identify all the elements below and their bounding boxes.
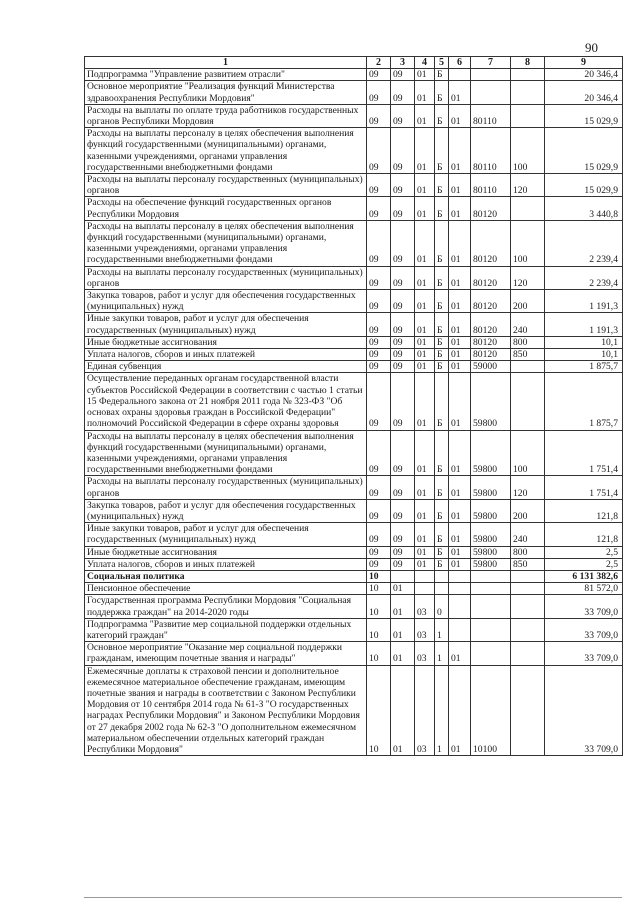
row-code: 01: [415, 174, 435, 197]
row-code: 1: [435, 665, 449, 756]
row-name: Расходы на выплаты по оплате труда работников государственных органов Республики Мордовия: [85, 104, 367, 127]
row-code: 1: [435, 642, 449, 665]
row-code: 09: [391, 336, 415, 348]
row-code: 01: [449, 266, 471, 289]
row-amount: 121,8: [545, 499, 623, 522]
row-code: 01: [449, 104, 471, 127]
row-code: Б: [435, 266, 449, 289]
table-row: [85, 499, 623, 522]
row-amount: 1 751,4: [545, 430, 623, 476]
row-code: 03: [415, 595, 435, 618]
row-amount: 1 191,3: [545, 290, 623, 313]
row-name: Расходы на выплаты персоналу государственных (муниципальных) органов: [85, 174, 367, 197]
row-code: [449, 69, 471, 81]
row-code: 10: [367, 583, 391, 595]
row-code: Б: [435, 546, 449, 558]
row-code: 01: [415, 430, 435, 476]
row-code: 01: [415, 220, 435, 266]
row-amount: 10,1: [545, 336, 623, 348]
row-amount: 15 029,9: [545, 104, 623, 127]
row-code: 01: [449, 174, 471, 197]
row-amount: 121,8: [545, 523, 623, 546]
column-header: 8: [511, 57, 545, 69]
row-code: 01: [415, 349, 435, 361]
row-code: [471, 81, 511, 104]
table-row: [85, 174, 623, 197]
row-code: 10: [367, 642, 391, 665]
row-code: 01: [415, 336, 435, 348]
row-name: Расходы на выплаты персоналу государственных (муниципальных) органов: [85, 476, 367, 499]
table-row: [85, 290, 623, 313]
row-amount: 1 875,7: [545, 361, 623, 373]
row-code: 01: [449, 523, 471, 546]
row-code: Б: [435, 197, 449, 220]
row-code: 59800: [471, 476, 511, 499]
row-code: 01: [449, 361, 471, 373]
row-code: 01: [449, 373, 471, 430]
row-code: 01: [415, 197, 435, 220]
row-code: 59800: [471, 499, 511, 522]
row-code: Б: [435, 430, 449, 476]
row-code: 09: [367, 349, 391, 361]
row-code: 59800: [471, 523, 511, 546]
row-code: 01: [449, 197, 471, 220]
row-code: 01: [415, 313, 435, 336]
row-code: 01: [449, 430, 471, 476]
row-name: Единая субвенция: [85, 361, 367, 373]
row-name: Пенсионное обеспечение: [85, 583, 367, 595]
row-code: 01: [415, 128, 435, 174]
row-amount: 1 191,3: [545, 313, 623, 336]
row-code: 240: [511, 313, 545, 336]
row-code: 09: [391, 81, 415, 104]
row-code: 01: [415, 290, 435, 313]
row-code: 09: [367, 499, 391, 522]
row-code: 01: [415, 266, 435, 289]
table-row: [85, 220, 623, 266]
row-code: 09: [391, 290, 415, 313]
table-row: [85, 546, 623, 558]
column-header: 2: [367, 57, 391, 69]
row-code: 01: [415, 499, 435, 522]
row-code: 09: [391, 104, 415, 127]
row-code: 09: [367, 546, 391, 558]
row-code: 80110: [471, 128, 511, 174]
row-code: 850: [511, 558, 545, 570]
row-code: 03: [415, 618, 435, 641]
row-code: 01: [415, 69, 435, 81]
row-code: 100: [511, 220, 545, 266]
row-code: 10100: [471, 665, 511, 756]
row-code: 09: [367, 373, 391, 430]
row-amount: 1 875,7: [545, 373, 623, 430]
row-name: Подпрограмма "Развитие мер социальной поддержки отдельных категорий граждан": [85, 618, 367, 641]
row-code: [511, 197, 545, 220]
row-code: 01: [391, 642, 415, 665]
row-code: Б: [435, 499, 449, 522]
row-code: 09: [391, 546, 415, 558]
table-row: [85, 336, 623, 348]
row-code: 09: [367, 476, 391, 499]
row-code: 10: [367, 618, 391, 641]
row-code: 240: [511, 523, 545, 546]
page-number: 90: [585, 40, 598, 55]
row-amount: 33 709,0: [545, 642, 623, 665]
row-code: 80110: [471, 174, 511, 197]
row-name: Иные закупки товаров, работ и услуг для обеспечения государственных (муниципальных) нужд: [85, 313, 367, 336]
row-code: [511, 570, 545, 582]
table-row: [85, 69, 623, 81]
row-code: 100: [511, 128, 545, 174]
row-code: 03: [415, 642, 435, 665]
page-bottom-rule: [84, 897, 622, 898]
row-code: Б: [435, 220, 449, 266]
row-code: 09: [391, 174, 415, 197]
row-code: [435, 583, 449, 595]
table-row: [85, 583, 623, 595]
row-code: 09: [391, 69, 415, 81]
row-code: 09: [367, 220, 391, 266]
row-code: 09: [367, 128, 391, 174]
row-code: [435, 570, 449, 582]
column-header: 9: [545, 57, 623, 69]
table-row: [85, 476, 623, 499]
row-code: 01: [449, 665, 471, 756]
row-amount: 6 131 382,6: [545, 570, 623, 582]
row-code: [471, 642, 511, 665]
row-name: Подпрограмма "Управление развитием отрасли": [85, 69, 367, 81]
row-code: 01: [415, 104, 435, 127]
row-amount: 33 709,0: [545, 665, 623, 756]
row-code: [511, 81, 545, 104]
row-code: Б: [435, 558, 449, 570]
table-row: [85, 266, 623, 289]
row-code: [511, 595, 545, 618]
row-code: 01: [415, 361, 435, 373]
table-row: [85, 430, 623, 476]
column-header: 6: [449, 57, 471, 69]
row-code: Б: [435, 69, 449, 81]
row-code: 80120: [471, 313, 511, 336]
column-header: 1: [85, 57, 367, 69]
row-code: 01: [449, 128, 471, 174]
table-row: [85, 373, 623, 430]
row-name: Осуществление переданных органам государственной власти субъектов Российской Федерации в соответствии с частью 1 статьи 15 Федерального закона от 21 ноября 2011 года № 323-ФЗ "Об основах охраны здоровья граждан в Российской Федерации" полномочий Российской Федерации в сфере охраны здоровья: [85, 373, 367, 430]
row-code: 09: [367, 266, 391, 289]
row-code: Б: [435, 336, 449, 348]
table-row: [85, 523, 623, 546]
row-code: 10: [367, 595, 391, 618]
row-code: 09: [391, 430, 415, 476]
row-name: Расходы на обеспечение функций государственных органов Республики Мордовия: [85, 197, 367, 220]
row-code: 09: [391, 266, 415, 289]
row-code: [449, 583, 471, 595]
table-header-row: [85, 57, 623, 69]
row-code: Б: [435, 523, 449, 546]
row-code: [511, 618, 545, 641]
row-code: 09: [367, 558, 391, 570]
row-code: 200: [511, 290, 545, 313]
row-code: 0: [435, 595, 449, 618]
row-code: [415, 570, 435, 582]
row-name: Уплата налогов, сборов и иных платежей: [85, 349, 367, 361]
row-amount: 20 346,4: [545, 69, 623, 81]
row-code: 09: [391, 373, 415, 430]
row-code: [471, 595, 511, 618]
row-name: Ежемесячные доплаты к страховой пенсии и дополнительное ежемесячное материальное обеспечение гражданам, имеющим почетные звания и награды в соответствии с Законом Республики Мордовия от 10 сентября 2014 года № 61-З "О государственных наградах Республики Мордовия" и Законом Республики Мордовия от 27 декабря 2002 года № 62-З "О дополнительном ежемесячном материальном обеспечении отдельных категорий граждан Республики Мордовия": [85, 665, 367, 756]
row-code: 59800: [471, 558, 511, 570]
row-code: [511, 104, 545, 127]
table-row: [85, 81, 623, 104]
row-code: 01: [449, 642, 471, 665]
row-name: Иные бюджетные ассигнования: [85, 336, 367, 348]
row-code: 09: [367, 81, 391, 104]
row-code: [471, 69, 511, 81]
row-code: 01: [449, 313, 471, 336]
row-amount: 3 440,8: [545, 197, 623, 220]
row-code: 09: [367, 523, 391, 546]
row-code: 09: [367, 336, 391, 348]
row-name: Государственная программа Республики Мордовия "Социальная поддержка граждан" на 2014-2020 годы: [85, 595, 367, 618]
row-code: [511, 642, 545, 665]
row-code: 01: [415, 476, 435, 499]
row-code: 01: [415, 81, 435, 104]
row-code: 09: [367, 361, 391, 373]
row-code: 09: [367, 69, 391, 81]
row-code: Б: [435, 313, 449, 336]
table-row: [85, 197, 623, 220]
row-name: Социальная политика: [85, 570, 367, 582]
row-amount: 33 709,0: [545, 595, 623, 618]
table-row: [85, 313, 623, 336]
row-code: 01: [391, 618, 415, 641]
row-code: 09: [391, 499, 415, 522]
row-code: 09: [367, 104, 391, 127]
row-code: Б: [435, 104, 449, 127]
row-code: [391, 570, 415, 582]
table-row: [85, 558, 623, 570]
row-code: 09: [391, 558, 415, 570]
row-code: 59800: [471, 373, 511, 430]
row-code: Б: [435, 361, 449, 373]
row-code: 200: [511, 499, 545, 522]
table-row: [85, 361, 623, 373]
row-name: Основное мероприятие "Реализация функций Министерства здравоохранения Республики Мордовия": [85, 81, 367, 104]
row-code: 01: [449, 220, 471, 266]
column-header: 3: [391, 57, 415, 69]
row-code: 09: [367, 197, 391, 220]
row-code: Б: [435, 174, 449, 197]
row-code: 100: [511, 430, 545, 476]
row-code: 120: [511, 266, 545, 289]
row-amount: 10,1: [545, 349, 623, 361]
row-code: 80120: [471, 197, 511, 220]
row-code: 10: [367, 665, 391, 756]
row-code: 01: [449, 81, 471, 104]
row-amount: 81 572,0: [545, 583, 623, 595]
row-code: 09: [391, 349, 415, 361]
row-code: 1: [435, 618, 449, 641]
row-code: Б: [435, 290, 449, 313]
table-row: [85, 570, 623, 582]
column-header: 4: [415, 57, 435, 69]
row-code: 01: [449, 476, 471, 499]
row-amount: 2,5: [545, 558, 623, 570]
row-code: [449, 595, 471, 618]
row-amount: 2 239,4: [545, 266, 623, 289]
row-code: 09: [391, 128, 415, 174]
row-code: 01: [449, 546, 471, 558]
row-code: [511, 665, 545, 756]
row-code: 59800: [471, 546, 511, 558]
row-name: Закупка товаров, работ и услуг для обеспечения государственных (муниципальных) нужд: [85, 499, 367, 522]
row-code: 01: [449, 336, 471, 348]
row-code: 01: [415, 546, 435, 558]
table-row: [85, 665, 623, 756]
row-code: [415, 583, 435, 595]
row-amount: 20 346,4: [545, 81, 623, 104]
row-code: 03: [415, 665, 435, 756]
row-code: 59000: [471, 361, 511, 373]
row-code: 09: [367, 313, 391, 336]
row-code: 80110: [471, 104, 511, 127]
row-code: [511, 583, 545, 595]
row-code: Б: [435, 349, 449, 361]
row-name: Иные бюджетные ассигнования: [85, 546, 367, 558]
row-code: 09: [391, 313, 415, 336]
row-code: Б: [435, 373, 449, 430]
row-code: [471, 570, 511, 582]
row-code: 09: [391, 197, 415, 220]
column-header: 7: [471, 57, 511, 69]
row-name: Расходы на выплаты персоналу в целях обеспечения выполнения функций государственными (муниципальными) органами, казенными учреждениями, органами управления государственными внебюджетными фондами: [85, 220, 367, 266]
row-code: [511, 373, 545, 430]
row-code: 09: [391, 523, 415, 546]
row-code: 120: [511, 174, 545, 197]
row-code: [511, 69, 545, 81]
row-code: [449, 618, 471, 641]
row-name: Уплата налогов, сборов и иных платежей: [85, 558, 367, 570]
row-amount: 33 709,0: [545, 618, 623, 641]
row-code: 01: [391, 665, 415, 756]
row-amount: 1 751,4: [545, 476, 623, 499]
row-code: 59800: [471, 430, 511, 476]
row-code: 09: [391, 476, 415, 499]
row-code: 09: [391, 361, 415, 373]
table-row: [85, 618, 623, 641]
row-code: 80120: [471, 220, 511, 266]
row-code: 800: [511, 336, 545, 348]
row-code: 80120: [471, 349, 511, 361]
row-name: Закупка товаров, работ и услуг для обеспечения государственных (муниципальных) нужд: [85, 290, 367, 313]
table-row: [85, 642, 623, 665]
row-amount: 15 029,9: [545, 128, 623, 174]
row-code: 01: [449, 349, 471, 361]
row-code: Б: [435, 476, 449, 499]
column-header: 5: [435, 57, 449, 69]
row-code: 80120: [471, 266, 511, 289]
row-code: [471, 583, 511, 595]
row-code: 01: [415, 523, 435, 546]
table-row: [85, 104, 623, 127]
row-code: Б: [435, 128, 449, 174]
row-code: 80120: [471, 290, 511, 313]
row-code: [449, 570, 471, 582]
table-row: [85, 128, 623, 174]
row-amount: 2,5: [545, 546, 623, 558]
row-code: 01: [415, 558, 435, 570]
row-code: 01: [449, 290, 471, 313]
row-code: 01: [449, 558, 471, 570]
row-code: 01: [391, 595, 415, 618]
table-row: [85, 349, 623, 361]
row-code: 120: [511, 476, 545, 499]
budget-table: [84, 56, 623, 756]
row-code: 01: [415, 373, 435, 430]
row-amount: 15 029,9: [545, 174, 623, 197]
row-name: Расходы на выплаты персоналу в целях обеспечения выполнения функций государственными (муниципальными) органами, казенными учреждениями, органами управления государственными внебюджетными фондами: [85, 430, 367, 476]
row-code: 09: [367, 174, 391, 197]
row-code: Б: [435, 81, 449, 104]
row-code: [511, 361, 545, 373]
row-code: 10: [367, 570, 391, 582]
row-code: 80120: [471, 336, 511, 348]
row-name: Основное мероприятие "Оказание мер социальной поддержки гражданам, имеющим почетные звания и награды": [85, 642, 367, 665]
row-code: 09: [391, 220, 415, 266]
row-code: 850: [511, 349, 545, 361]
row-name: Расходы на выплаты персоналу в целях обеспечения выполнения функций государственными (муниципальными) органами, казенными учреждениями, органами управления государственными внебюджетными фондами: [85, 128, 367, 174]
row-code: [471, 618, 511, 641]
row-amount: 2 239,4: [545, 220, 623, 266]
row-name: Расходы на выплаты персоналу государственных (муниципальных) органов: [85, 266, 367, 289]
row-code: 01: [449, 499, 471, 522]
row-name: Иные закупки товаров, работ и услуг для обеспечения государственных (муниципальных) нужд: [85, 523, 367, 546]
row-code: 09: [367, 290, 391, 313]
row-code: 800: [511, 546, 545, 558]
row-code: 09: [367, 430, 391, 476]
table-row: [85, 595, 623, 618]
row-code: 01: [391, 583, 415, 595]
